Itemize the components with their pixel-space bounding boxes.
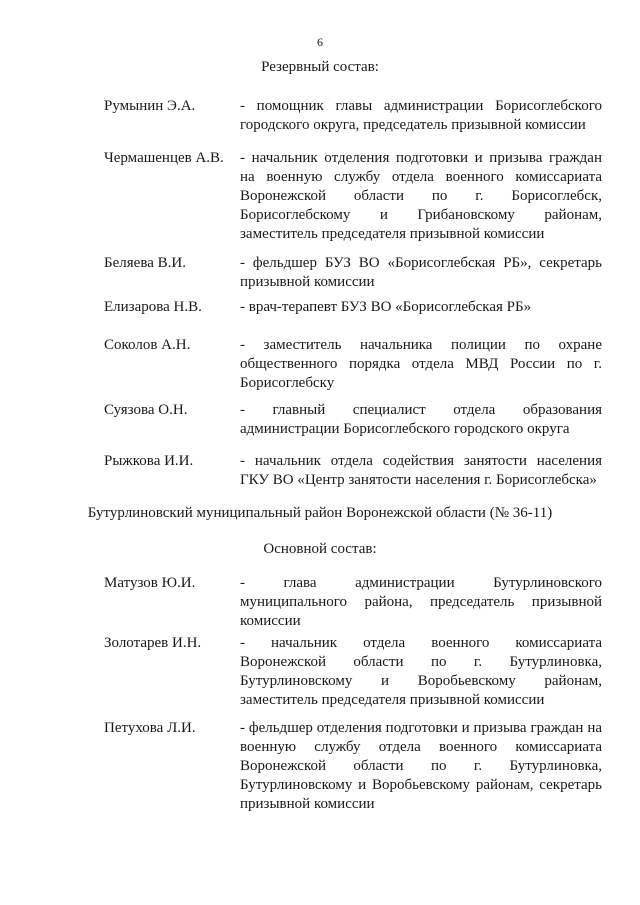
member-role: - начальник отделения подготовки и призыва граждан на военную службу отдела военного комиссариата Воронежской области по г. Борисоглебск, Борисоглебскому и Грибановскому районам, заместитель председателя призывной комиссии <box>240 150 602 242</box>
member-name: Суязова О.Н. <box>104 402 188 418</box>
member-role: - начальник отдела содействия занятости населения ГКУ ВО «Центр занятости населения г. Борисоглебска» <box>240 453 602 488</box>
member-name: Елизарова Н.В. <box>104 299 202 315</box>
member-name: Матузов Ю.И. <box>104 575 196 591</box>
member-role: - заместитель начальника полиции по охране общественного порядка отдела МВД России по г. Борисоглебску <box>240 337 602 391</box>
member-name: Золотарев И.Н. <box>104 635 202 651</box>
member-name: Рыжкова И.И. <box>104 453 194 469</box>
member-role: - фельдшер отделения подготовки и призыва граждан на военную службу отдела военного комиссариата Воронежской области по г. Бутурлиновка, Бутурлиновскому и Воробьевскому районам, секретарь призывной комиссии <box>240 720 602 812</box>
member-name: Румынин Э.А. <box>104 98 196 114</box>
member-name: Петухова Л.И. <box>104 720 196 736</box>
main-heading: Основной состав: <box>263 541 377 557</box>
member-name: Чермашенцев А.В. <box>104 150 224 166</box>
member-role: - фельдшер БУЗ ВО «Борисоглебская РБ», секретарь призывной комиссии <box>240 255 602 290</box>
member-name: Соколов А.Н. <box>104 337 191 353</box>
member-role: - помощник главы администрации Борисоглебского городского округа, председатель призывной комиссии <box>240 98 602 133</box>
member-role: - врач-терапевт БУЗ ВО «Борисоглебская РБ» <box>240 299 532 315</box>
member-name: Беляева В.И. <box>104 255 186 271</box>
member-role: - начальник отдела военного комиссариата Воронежской области по г. Бутурлиновка, Бутурлиновскому и Воробьевскому районам, заместитель председателя призывной комиссии <box>240 635 602 708</box>
member-role: - главный специалист отдела образования администрации Борисоглебского городского округа <box>240 402 602 437</box>
page-number: 6 <box>317 35 323 49</box>
reserve-heading: Резервный состав: <box>261 59 379 75</box>
district-heading: Бутурлиновский муниципальный район Воронежской области (№ 36-11) <box>87 505 553 521</box>
member-role: - глава администрации Бутурлиновского муниципального района, председатель призывной комиссии <box>240 575 602 629</box>
